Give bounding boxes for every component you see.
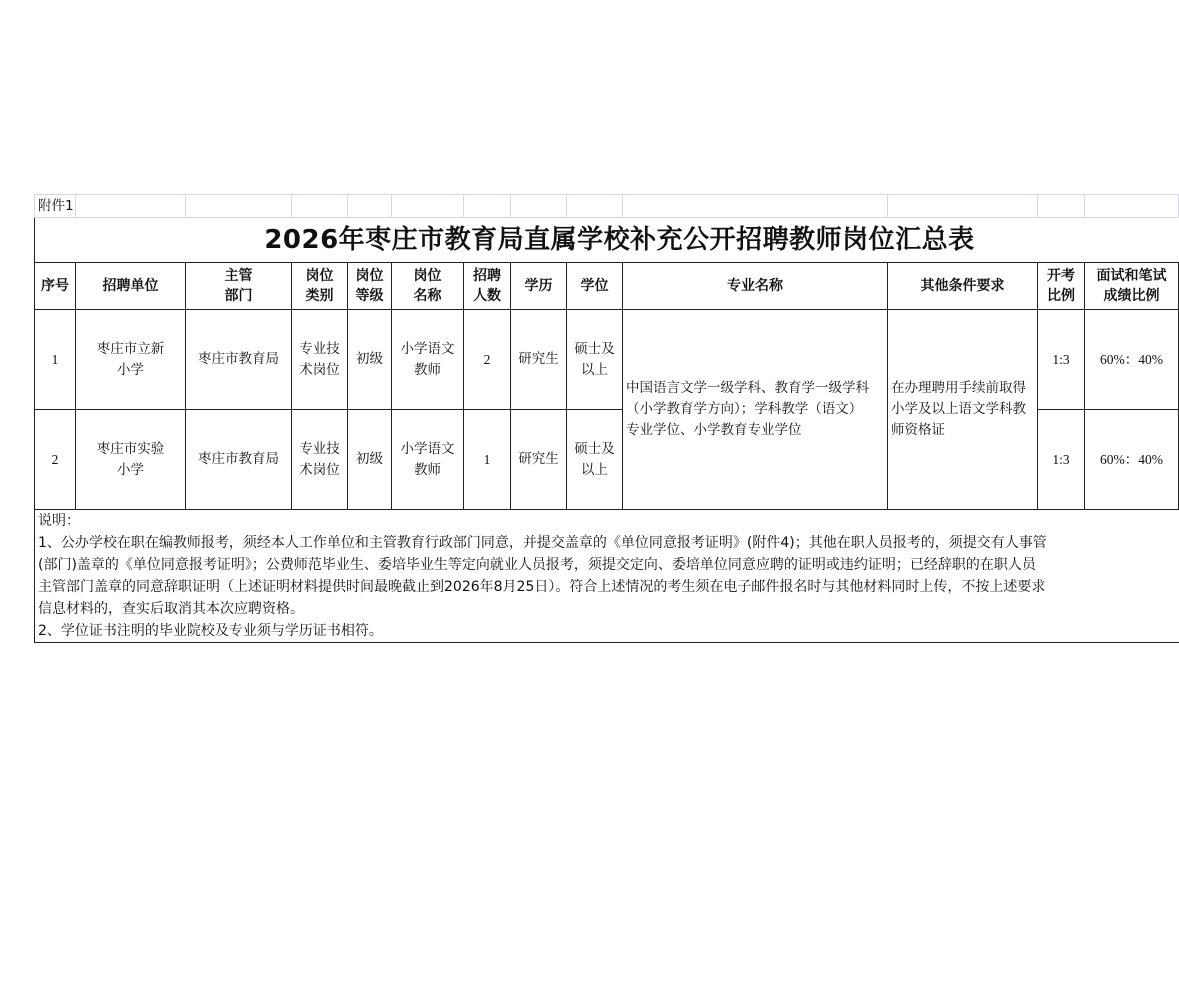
- cell-degree: 硕士及 以上: [567, 310, 623, 410]
- table-title: 2026年枣庄市教育局直属学校补充公开招聘教师岗位汇总表: [35, 218, 1179, 263]
- cell-major: 中国语言文学一级学科、教育学一级学科 （小学教育学方向）；学科教学（语文） 专业学位、小学教育专业学位: [623, 310, 888, 510]
- cell-score: 60%：40%: [1085, 410, 1179, 510]
- attachment-row: [35, 195, 1179, 218]
- cell-level: 初级: [348, 410, 392, 510]
- header-major: 专业名称: [623, 263, 888, 310]
- header-level: 岗位 等级: [348, 263, 392, 310]
- cell-degree: 硕士及 以上: [567, 410, 623, 510]
- header-degree: 学位: [567, 263, 623, 310]
- notes-label-row: [35, 510, 1179, 533]
- header-name: 岗位 名称: [392, 263, 464, 310]
- cell-seq: 2: [35, 410, 76, 510]
- header-education: 学历: [511, 263, 567, 310]
- cell-level: 初级: [348, 310, 392, 410]
- cell-dept: 枣庄市教育局: [186, 310, 292, 410]
- header-score: 面试和笔试 成绩比例: [1085, 263, 1179, 310]
- title-row: [35, 218, 1179, 263]
- header-unit: 招聘单位: [76, 263, 186, 310]
- header-count: 招聘 人数: [464, 263, 511, 310]
- notes-label: 说明：: [35, 510, 1179, 533]
- cell-dept: 枣庄市教育局: [186, 410, 292, 510]
- notes-item2-row: [35, 620, 1179, 643]
- spreadsheet-sheet: [34, 194, 1179, 643]
- cell-name: 小学语文 教师: [392, 410, 464, 510]
- cell-count: 2: [464, 310, 511, 410]
- cell-seq: 1: [35, 310, 76, 410]
- header-seq: 序号: [35, 263, 76, 310]
- cell-ratio: 1:3: [1038, 310, 1085, 410]
- header-other: 其他条件要求: [888, 263, 1038, 310]
- cell-type: 专业技 术岗位: [292, 410, 348, 510]
- cell-education: 研究生: [511, 410, 567, 510]
- cell-education: 研究生: [511, 310, 567, 410]
- header-type: 岗位 类别: [292, 263, 348, 310]
- cell-score: 60%：40%: [1085, 310, 1179, 410]
- notes-item1-row: [35, 532, 1179, 620]
- recruitment-table: [34, 194, 1179, 643]
- notes-item-2: 2、学位证书注明的毕业院校及专业须与学历证书相符。: [35, 620, 1179, 643]
- header-row: [35, 263, 1179, 310]
- cell-type: 专业技 术岗位: [292, 310, 348, 410]
- cell-unit: 枣庄市实验 小学: [76, 410, 186, 510]
- header-ratio: 开考 比例: [1038, 263, 1085, 310]
- cell-name: 小学语文 教师: [392, 310, 464, 410]
- cell-ratio: 1:3: [1038, 410, 1085, 510]
- cell-count: 1: [464, 410, 511, 510]
- notes-item-1: 1、公办学校在职在编教师报考，须经本人工作单位和主管教育行政部门同意，并提交盖章的《单位同意报考证明》(附件4)；其他在职人员报考的，须提交有人事管 (部门)盖章的《单位同意报考证明》；公费师范毕业生、委培毕业生等定向就业人员报考，须提交定向、委培单位同意应聘的证明或违约证明；已经辞职的在职人员 主管部门盖章的同意辞职证明（上述证明材料提供时间最晚截止到2026年8月25日）。符合上述情况的考生须在电子邮件报名时与其他材料同时上传，不按上述要求 信息材料的，查实后取消其本次应聘资格。: [35, 532, 1179, 620]
- table-row: [35, 310, 1179, 410]
- header-dept: 主管 部门: [186, 263, 292, 310]
- cell-unit: 枣庄市立新 小学: [76, 310, 186, 410]
- attachment-label: 附件1: [35, 195, 76, 218]
- cell-other-requirements: 在办理聘用手续前取得 小学及以上语文学科教 师资格证: [888, 310, 1038, 510]
